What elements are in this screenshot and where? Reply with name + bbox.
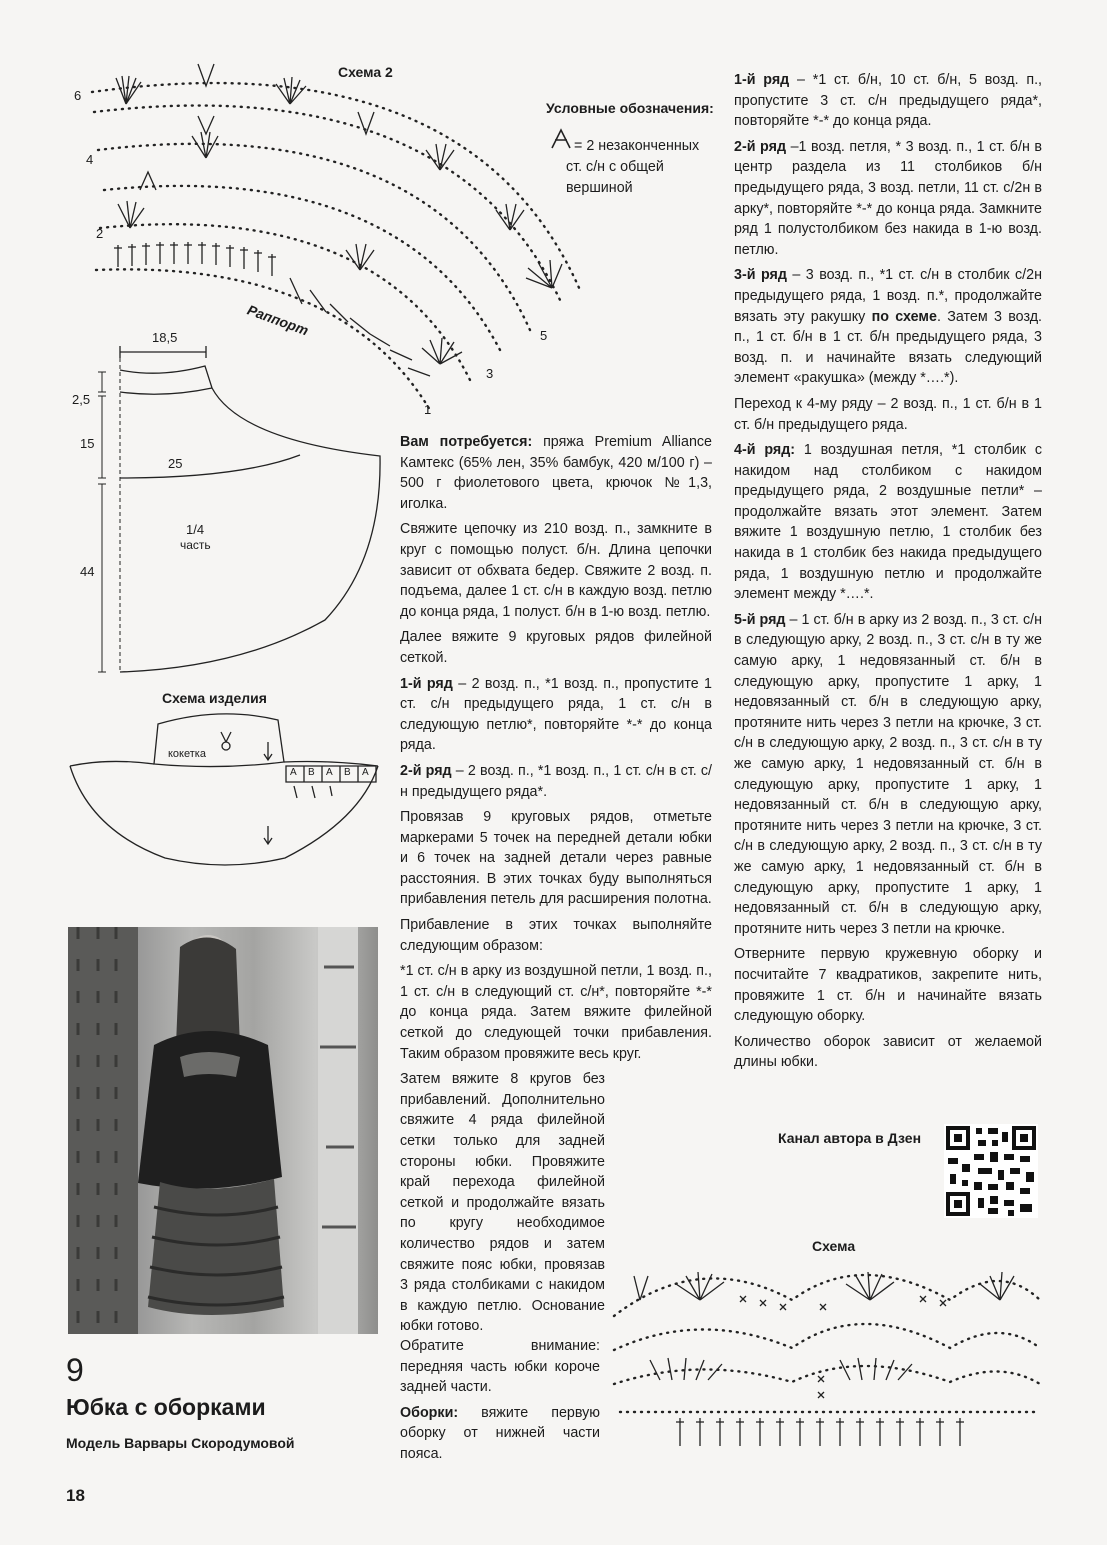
right-row5-label: 5-й ряд — [734, 611, 786, 628]
markers-paragraph: Провязав 9 круговых рядов, отметьте маркерами 5 точек на передней детали юбки и 6 точек на задней детали через равные расстояния. В этих точках буду выполняться прибавления петель для расширения полотна. — [400, 809, 712, 908]
increase-paragraph: *1 ст. с/н в арку из воздушной петли, 1 возд. п., 1 ст. с/н в следующий ст. с/н*, повторяйте *-* до конца ряда. Затем вяжите филейной сеткой до следующей точки прибавления. Таким образом провяжите весь круг. — [400, 963, 712, 1062]
cell-a3: A — [362, 767, 369, 778]
row-number-5: 5 — [540, 328, 548, 343]
scheme2-title: Схема 2 — [338, 64, 393, 80]
right-row1-label: 1-й ряд — [734, 72, 790, 88]
row-number-4: 4 — [86, 152, 94, 167]
ruffle-count-paragraph: Количество оборок зависит от желаемой длины юбки. — [734, 1033, 1042, 1071]
right-row4-text: 1 воздушная петля, *1 столбик с накидом над столбиком с накидом предыдущего ряда, 2 воздушные петли* – продолжайте вязать этот элемент. Затем вяжите 1 воздушную петлю, 1 столбик без накида в 1 столбик без накида предыдущего ряда, 1 воздушную петлю и продолжайте элемент между *….*. — [734, 442, 1042, 603]
product-scheme-title: Схема изделия — [162, 690, 267, 706]
middle-column — [400, 432, 712, 1342]
right-row4-label: 4-й ряд: — [734, 442, 796, 459]
dim-15: 15 — [80, 436, 95, 451]
mid-row1-label: 1-й ряд — [400, 675, 453, 692]
right-row3-bold: по схеме — [871, 308, 937, 325]
note-paragraph: Обратите внимание: передняя часть юбки короче задней части. — [400, 1338, 600, 1396]
ruffles-text: вяжите первую оборку от нижней части пояса. — [400, 1404, 600, 1462]
page-number: 18 — [66, 1486, 85, 1505]
mid-row1-text: – 2 возд. п., *1 возд. п., пропустите 1 ст. с/н предыдущего ряда, 1 ст. с/н в следующую петлю*, повторяйте *-* до конца ряда. — [400, 675, 713, 754]
middle-column-lower — [400, 1336, 600, 1470]
cell-a2: A — [326, 767, 333, 778]
lace-scheme-title: Схема — [812, 1238, 856, 1254]
materials-label: Вам потребуется: — [400, 434, 533, 450]
qr-caption: Канал автора в Дзен — [778, 1130, 922, 1146]
row-number-1: 1 — [424, 402, 432, 417]
quarter-fraction: 1/4 — [186, 522, 205, 537]
transition-paragraph: Переход к 4-му ряду – 2 возд. п., 1 ст. б/н в 1 ст. б/н предыдущего ряда. — [734, 395, 1042, 433]
article-number: 9 — [66, 1352, 84, 1388]
dim-44: 44 — [80, 564, 95, 579]
next-ruffle-paragraph: Отверните первую кружевную оборку и посчитайте 7 квадратиков, закрепите нить, провяжите 1 ст. б/н и начинайте вязать следующую оборку. — [734, 946, 1042, 1025]
row-number-6: 6 — [74, 88, 82, 103]
dim-18-5: 18,5 — [152, 330, 178, 345]
cell-a1: A — [290, 767, 297, 778]
dim-25: 25 — [168, 456, 183, 471]
yoke-label: кокетка — [168, 748, 206, 760]
article-author: Модель Варвары Скородумовой — [66, 1435, 295, 1451]
rounds-paragraph: Затем вяжите 8 кругов без прибавлений. Дополнительно свяжите 4 ряда филейной сетки только для задней стороны юбки. Провяжите край перехода филейной сеткой и продолжайте вязать по кругу необходимое количество рядов и затем свяжите пояс юбки, провязав 3 ряда столбиками с накидом в каждую петлю. Основание юбки готово. — [400, 1071, 605, 1335]
mid-row2-text: – 2 возд. п., *1 возд. п., 1 ст. с/н в ст. с/н предыдущего ряда*. — [400, 762, 713, 800]
legend-heading: Условные обозначения: — [546, 100, 714, 116]
chain-paragraph: Свяжите цепочку из 210 возд. п., замкните в круг с помощью полуст. б/н. Длина цепочки зависит от обхвата бедер. Свяжите 2 возд. п. подъема, далее 1 ст. с/н в каждую возд. петлю до конца ряда, 1 полуст. б/н в 1-ю возд. петлю. — [400, 521, 712, 620]
rapport-label: Раппорт — [245, 301, 311, 339]
right-row1-text: – *1 ст. б/н, 10 ст. б/н, 5 возд. п., пропустите 3 ст. с/н предыдущего ряда*, повторяйте *-* до конца ряда. — [734, 72, 1043, 130]
mesh-paragraph: Далее вяжите 9 круговых рядов филейной сеткой. — [400, 629, 712, 666]
cell-b2: B — [344, 767, 351, 778]
materials-text: пряжа Premium Alliance Камтекс (65% лен, 35% бамбук, 420 м/100 г) – 500 г фиолетового цвета, крючок №1,3, иголка. — [400, 434, 712, 512]
ruffles-label: Оборки: — [400, 1404, 459, 1421]
dim-2-5: 2,5 — [72, 392, 91, 407]
model-photo — [68, 927, 378, 1334]
increase-intro-paragraph: Прибавление в этих точках выполняйте следующим образом: — [400, 917, 712, 954]
quarter-part-label: часть — [180, 538, 211, 552]
right-row2-text: –1 возд. петля, * 3 возд. п., 1 ст. б/н в центр раздела из 11 столбиков б/н предыдущего ряда, 3 возд. петли, 11 ст. с/2н в арку*, повторяйте *-* до конца ряда. Замкните ряд 1 полустолбиком без накида в 1-ю возд. петлю. — [734, 138, 1043, 258]
legend-text: = 2 незаконченных ст. с/н с общей вершиной — [566, 138, 700, 196]
mid-row2-label: 2-й ряд — [400, 762, 452, 779]
right-row3-text-a: – 3 возд. п., *1 ст. с/н в столбик с/2н предыдущего ряда, 1 возд. п.*, продолжайте вязать эту ракушку — [734, 267, 1042, 325]
right-row3-text-b: . Затем 3 возд. п., 1 ст. б/н в 1 ст. б/н предыдущего ряда, 3 возд. п. и начинайте вязать следующий элемент «ракушка» (между *….*). — [734, 308, 1043, 387]
cell-b1: B — [308, 767, 315, 778]
qr-code-icon[interactable] — [944, 1124, 1038, 1218]
row-number-2: 2 — [96, 226, 104, 241]
right-column — [734, 70, 1042, 1078]
right-row5-text: – 1 ст. б/н в арку из 2 возд. п., 3 ст. с/н в следующую арку, 2 возд. п., 3 ст. с/н в ту же самую арку, 1 недовязанный ст. б/н в следующую арку, пропустите 1 арку, 1 недовязанный ст. б/н в следующую арку, протяните нить через 3 петли на крючке, 3 ст. с/н в следующую арку, 2 возд. п., 3 ст. с/н в ту же самую арку, 1 недовязанный ст. б/н в следующую арку, пропустите 1 арку, 1 недовязанный ст. б/н в следующую арку, протяните нить через 3 петли на крючке, 3 ст. с/н в следующую арку, 2 возд. п., 3 ст. с/н в ту же самую арку, 1 недовязанный ст. б/н в следующую арку, пропустите 1 арку, 1 недовязанный ст. б/н в следующую арку, протяните нить через 3 петли на крючке. — [734, 611, 1042, 937]
right-row3-label: 3-й ряд — [734, 267, 787, 284]
row-number-3: 3 — [486, 366, 494, 381]
article-title: Юбка с оборками — [66, 1394, 266, 1420]
right-row2-label: 2-й ряд — [734, 138, 787, 155]
